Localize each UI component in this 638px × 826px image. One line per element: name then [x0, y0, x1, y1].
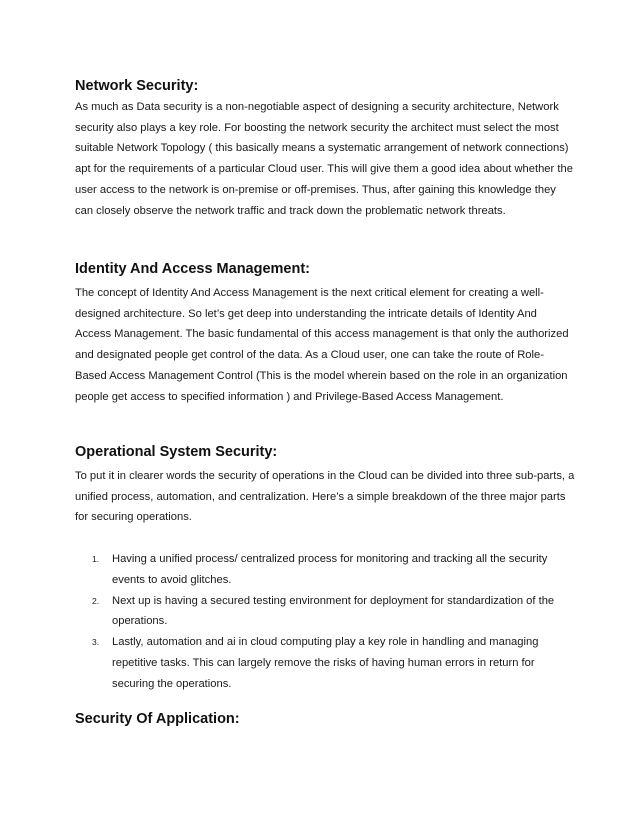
section-body-identity-access-management: The concept of Identity And Access Management is the next critical element for creating a well-designed architecture. So let’s get deep into understanding the intricate details of Identity And Access Management. The basic fundamental of this access management is that only the authorized and designated people get control of the data. As a Cloud user, one can take the route of Role-Based Access Management Control (This is the model wherein based on the role in an organization people get access to specified information ) and Privilege-Based Access Management.	[75, 287, 569, 403]
list-item-number: 2.	[92, 595, 100, 606]
section-heading-network-security: Network Security:	[75, 78, 199, 94]
section-heading-identity-access-management: Identity And Access Management:	[75, 261, 311, 277]
list-item-text: Lastly, automation and ai in cloud computing play a key role in handling and managing repetitive tasks. This can largely remove the risks of having human errors in return for securing the operations.	[112, 636, 539, 690]
section-heading-security-of-application: Security Of Application:	[75, 711, 240, 727]
list-item	[75, 549, 575, 591]
section-heading-operational-system-security: Operational System Security:	[75, 444, 278, 460]
section-body-operational-system-security: To put it in clearer words the security of operations in the Cloud can be divided into three sub-parts, a unified process, automation, and centralization. Here’s a simple breakdown of the three major parts for securing operations.	[75, 470, 575, 524]
list-item-number: 1.	[92, 554, 100, 564]
section-body-network-security: As much as Data security is a non-negotiable aspect of designing a security architecture, Network security also plays a key role. For boosting the network security the architect must select the most suitable Network Topology ( this basically means a systematic arrangement of network connections) apt for the requirements of a particular Cloud user. This will give them a good idea about whether the user access to the network is on-premise or off-premises. Thus, after gaining this knowledge they can closely observe the network traffic and track down the problematic network threats.	[75, 101, 573, 217]
list-item	[75, 591, 575, 633]
list-item-text: Having a unified process/ centralized process for monitoring and tracking all the security events to avoid glitches.	[112, 553, 548, 586]
list-item-text: Next up is having a secured testing environment for deployment for standardization of the operations.	[112, 594, 555, 628]
operational-security-list	[75, 549, 575, 695]
list-item	[75, 632, 575, 694]
list-item-number: 3.	[92, 637, 100, 648]
